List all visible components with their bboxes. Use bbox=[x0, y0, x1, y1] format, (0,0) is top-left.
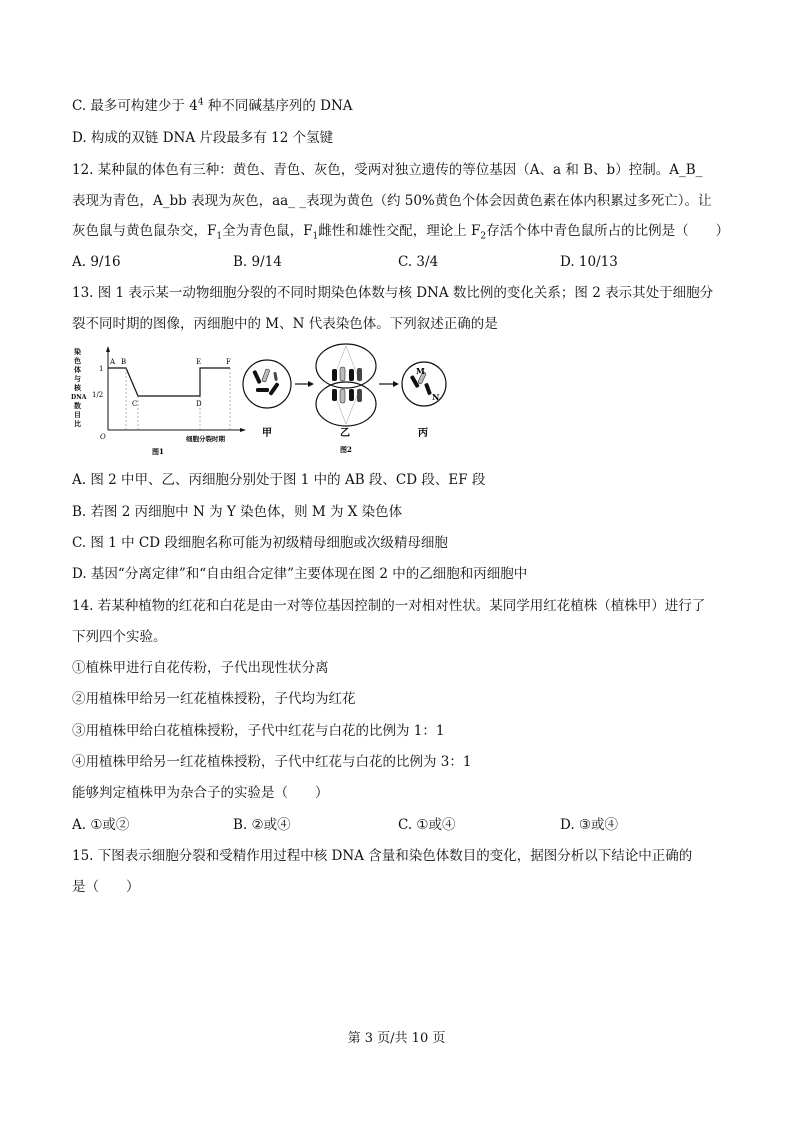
q12-option-d: D. 10/13 bbox=[560, 254, 618, 270]
fig1-origin: O bbox=[100, 433, 106, 441]
fig1-ylabel bbox=[71, 347, 87, 428]
fig1-caption: 图1 bbox=[152, 447, 164, 456]
cell-jia bbox=[243, 360, 291, 408]
q14-experiment-2: ②用植株甲给另一红花植株授粉，子代均为红花 bbox=[72, 691, 356, 707]
q14-experiment-1: ①植株甲进行自花传粉，子代出现性状分离 bbox=[72, 660, 329, 676]
svg-text:体: 体 bbox=[74, 365, 81, 374]
q14-stem-line2: 下列四个实验。 bbox=[72, 629, 167, 645]
cell-yi bbox=[316, 344, 376, 426]
q13-stem-line1: 13. 图 1 表示某一动物细胞分裂的不同时期染色体数与核 DNA 数比例的变化关系；图 2 表示其处于细胞分 bbox=[72, 285, 714, 301]
svg-text:核: 核 bbox=[74, 383, 81, 392]
cell-label-yi: 乙 bbox=[340, 428, 350, 439]
svg-text:色: 色 bbox=[74, 356, 81, 365]
svg-text:染: 染 bbox=[74, 347, 81, 356]
cell-label-bing: 丙 bbox=[418, 428, 428, 439]
q11-option-c: C. 最多可构建少于 $4^4$ 种不同碱基序列的 DNA bbox=[72, 97, 353, 114]
svg-text:DNA: DNA bbox=[71, 394, 87, 401]
q13-figure bbox=[70, 342, 450, 460]
chrom-m: M bbox=[416, 366, 425, 376]
svg-text:数: 数 bbox=[74, 401, 81, 410]
q12-option-c: C. 3/4 bbox=[398, 254, 439, 270]
q13-option-c: C. 图 1 中 CD 段细胞名称可能为初级精母细胞或次级精母细胞 bbox=[72, 535, 448, 551]
q13-stem-line2: 裂不同时期的图像，丙细胞中的 M、N 代表染色体。下列叙述正确的是 bbox=[72, 316, 498, 332]
q14-question: 能够判定植株甲为杂合子的实验是（ ） bbox=[72, 785, 329, 801]
fig1-point-a: A bbox=[110, 358, 116, 366]
fig1-xlabel: 细胞分裂时期 bbox=[186, 435, 225, 443]
q14-option-a: A. ①或② bbox=[72, 817, 130, 833]
q13-option-d: D. 基因“分离定律”和“自由组合定律”主要体现在图 2 中的乙细胞和丙细胞中 bbox=[72, 566, 528, 582]
fig1-point-d: D bbox=[196, 400, 202, 408]
fig1-ytick-1: 1 bbox=[99, 365, 104, 373]
fig1-point-f: F bbox=[226, 358, 231, 366]
q14-stem-line1: 14. 若某种植物的红花和白花是由一对等位基因控制的一对相对性状。某同学用红花植株（植株甲）进行了 bbox=[72, 598, 706, 614]
fig1-curve bbox=[108, 368, 230, 396]
q13-option-b: B. 若图 2 丙细胞中 N 为 Y 染色体，则 M 为 X 染色体 bbox=[72, 504, 403, 520]
q15-stem-line1: 15. 下图表示细胞分裂和受精作用过程中核 DNA 含量和染色体数目的变化，据图分析以下结论中正确的 bbox=[72, 848, 693, 864]
svg-text:与: 与 bbox=[74, 374, 81, 383]
q11-option-d: D. 构成的双链 DNA 片段最多有 12 个氢键 bbox=[72, 130, 334, 146]
q12-stem-line3: 灰色鼠与黄色鼠杂交，$F_1$全为青色鼠，$F_1$雌性和雄性交配，理论上 $F_2$存活个体中青色鼠所占的比例是（ ） bbox=[72, 223, 730, 242]
q12-stem-line2: 表现为青色，A_bb 表现为灰色，aa_ _表现为黄色（约 50%黄色个体会因黄色素在体内积累过多死亡）。让 bbox=[72, 193, 712, 209]
fig1-point-c: C bbox=[132, 400, 138, 408]
svg-text:目: 目 bbox=[74, 410, 81, 419]
fig1-ytick-half: 1/2 bbox=[92, 391, 104, 399]
page-footer: 第 3 页/共 10 页 bbox=[347, 1031, 446, 1046]
svg-text:比: 比 bbox=[74, 419, 81, 428]
q14-option-c: C. ①或④ bbox=[398, 817, 456, 833]
q12-option-a: A. 9/16 bbox=[72, 254, 121, 270]
q13-option-a: A. 图 2 中甲、乙、丙细胞分别处于图 1 中的 AB 段、CD 段、EF 段 bbox=[72, 472, 486, 488]
cell-label-jia: 甲 bbox=[262, 428, 272, 439]
chrom-n: N bbox=[432, 392, 440, 402]
q14-experiment-3: ③用植株甲给白花植株授粉，子代中红花与白花的比例为 1：1 bbox=[72, 723, 445, 739]
q12-option-b: B. 9/14 bbox=[233, 254, 282, 270]
q15-stem-line2: 是（ ） bbox=[72, 879, 140, 895]
q14-experiment-4: ④用植株甲给另一红花植株授粉，子代中红花与白花的比例为 3：1 bbox=[72, 754, 472, 770]
q14-option-d: D. ③或④ bbox=[560, 817, 619, 833]
fig2-caption: 图2 bbox=[340, 445, 352, 454]
fig1-point-b: B bbox=[121, 358, 127, 366]
fig1-point-e: E bbox=[196, 358, 202, 366]
q14-option-b: B. ②或④ bbox=[233, 817, 291, 833]
q12-stem-line1: 12. 某种鼠的体色有三种：黄色、青色、灰色，受两对独立遗传的等位基因（A、a 和 B、b）控制。A_B_ bbox=[72, 162, 703, 178]
